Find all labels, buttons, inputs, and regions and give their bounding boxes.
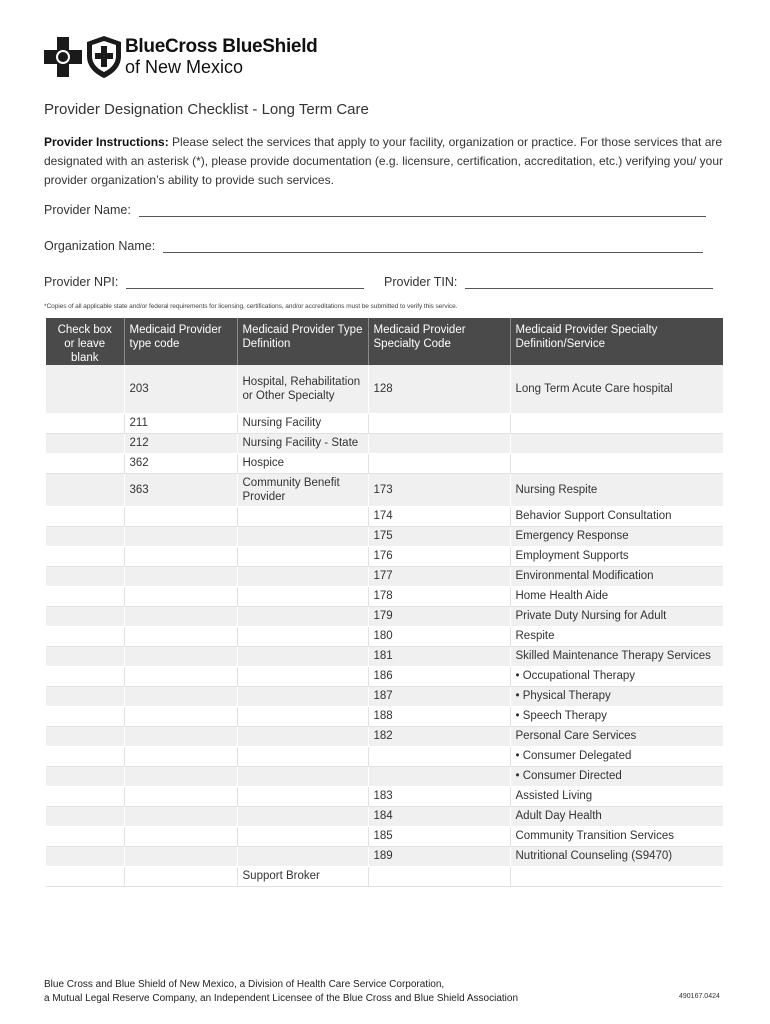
cell-specialty-code bbox=[368, 453, 510, 473]
cell-specialty-code: 177 bbox=[368, 566, 510, 586]
organization-name-input[interactable] bbox=[163, 239, 703, 253]
table-row bbox=[46, 566, 723, 586]
cell-specialty-code: 178 bbox=[368, 586, 510, 606]
cell-specialty-code bbox=[368, 746, 510, 766]
cell-specialty-definition: Behavior Support Consultation bbox=[510, 506, 723, 526]
row-checkbox-cell[interactable] bbox=[46, 546, 124, 566]
designation-table bbox=[46, 318, 723, 887]
cell-specialty-definition: Long Term Acute Care hospital bbox=[510, 365, 723, 413]
organization-name-label: Organization Name: bbox=[44, 239, 156, 253]
table-row bbox=[46, 413, 723, 433]
instructions-text: Please select the services that apply to your facility, organization or practice. For those services that are designated with an asterisk (*), please provide documentation (e.g. licensure, certification, accreditation, etc.) verifying you/ your provider organization’s ability to provide such services. bbox=[44, 135, 724, 187]
table-row bbox=[46, 766, 723, 786]
row-checkbox-cell[interactable] bbox=[46, 413, 124, 433]
cell-type-definition bbox=[237, 686, 368, 706]
cell-specialty-code: 182 bbox=[368, 726, 510, 746]
row-checkbox-cell[interactable] bbox=[46, 666, 124, 686]
cell-type-definition bbox=[237, 666, 368, 686]
table-row bbox=[46, 726, 723, 746]
cell-specialty-definition: Assisted Living bbox=[510, 786, 723, 806]
cell-type-definition bbox=[237, 846, 368, 866]
table-row bbox=[46, 586, 723, 606]
table-row bbox=[46, 626, 723, 646]
table-row bbox=[46, 546, 723, 566]
header-type-code: Medicaid Provider type code bbox=[124, 318, 237, 365]
cell-type-definition: Hospital, Rehabilitation or Other Specialty bbox=[237, 365, 368, 413]
row-checkbox-cell[interactable] bbox=[46, 453, 124, 473]
cell-specialty-definition: Personal Care Services bbox=[510, 726, 723, 746]
row-checkbox-cell[interactable] bbox=[46, 766, 124, 786]
cell-type-definition bbox=[237, 706, 368, 726]
cell-type-definition: Nursing Facility - State bbox=[237, 433, 368, 453]
cell-type-code bbox=[124, 526, 237, 546]
row-checkbox-cell[interactable] bbox=[46, 566, 124, 586]
cell-type-code bbox=[124, 686, 237, 706]
cell-specialty-code: 183 bbox=[368, 786, 510, 806]
cell-specialty-definition: Skilled Maintenance Therapy Services bbox=[510, 646, 723, 666]
provider-npi-field bbox=[44, 275, 364, 289]
cell-specialty-definition: Adult Day Health bbox=[510, 806, 723, 826]
cell-specialty-definition: • Consumer Directed bbox=[510, 766, 723, 786]
cell-specialty-code: 128 bbox=[368, 365, 510, 413]
cell-type-definition: Hospice bbox=[237, 453, 368, 473]
header-type-definition: Medicaid Provider Type Definition bbox=[237, 318, 368, 365]
cell-specialty-code: 174 bbox=[368, 506, 510, 526]
provider-npi-label: Provider NPI: bbox=[44, 275, 119, 289]
cell-type-definition bbox=[237, 806, 368, 826]
table-header-row bbox=[46, 318, 723, 365]
cell-type-definition bbox=[237, 826, 368, 846]
row-checkbox-cell[interactable] bbox=[46, 473, 124, 506]
table-row bbox=[46, 846, 723, 866]
brand-name: BlueCross BlueShield bbox=[125, 36, 318, 57]
cell-type-code bbox=[124, 646, 237, 666]
table-row bbox=[46, 473, 723, 506]
cell-type-code bbox=[124, 566, 237, 586]
cell-specialty-code: 181 bbox=[368, 646, 510, 666]
row-checkbox-cell[interactable] bbox=[46, 786, 124, 806]
row-checkbox-cell[interactable] bbox=[46, 806, 124, 826]
table-row bbox=[46, 365, 723, 413]
cell-specialty-definition: Community Transition Services bbox=[510, 826, 723, 846]
cell-type-code: 212 bbox=[124, 433, 237, 453]
cell-type-definition bbox=[237, 586, 368, 606]
cell-type-definition bbox=[237, 746, 368, 766]
table-row bbox=[46, 646, 723, 666]
cell-specialty-definition: Nutritional Counseling (S9470) bbox=[510, 846, 723, 866]
cell-type-code bbox=[124, 546, 237, 566]
row-checkbox-cell[interactable] bbox=[46, 365, 124, 413]
cell-specialty-code: 184 bbox=[368, 806, 510, 826]
row-checkbox-cell[interactable] bbox=[46, 706, 124, 726]
cell-specialty-definition: • Physical Therapy bbox=[510, 686, 723, 706]
cell-type-code: 362 bbox=[124, 453, 237, 473]
cell-specialty-definition: • Occupational Therapy bbox=[510, 666, 723, 686]
table-row bbox=[46, 686, 723, 706]
cell-specialty-definition bbox=[510, 413, 723, 433]
cell-specialty-code: 186 bbox=[368, 666, 510, 686]
cell-type-definition bbox=[237, 766, 368, 786]
cell-specialty-definition: • Speech Therapy bbox=[510, 706, 723, 726]
row-checkbox-cell[interactable] bbox=[46, 686, 124, 706]
table-row bbox=[46, 866, 723, 886]
cell-specialty-code: 180 bbox=[368, 626, 510, 646]
cell-specialty-definition: Environmental Modification bbox=[510, 566, 723, 586]
cell-specialty-definition: Home Health Aide bbox=[510, 586, 723, 606]
cell-specialty-code: 175 bbox=[368, 526, 510, 546]
cell-specialty-definition: Private Duty Nursing for Adult bbox=[510, 606, 723, 626]
cell-type-code bbox=[124, 586, 237, 606]
cell-type-code: 363 bbox=[124, 473, 237, 506]
row-checkbox-cell[interactable] bbox=[46, 846, 124, 866]
brand-region: of New Mexico bbox=[125, 57, 244, 77]
cell-type-definition bbox=[237, 726, 368, 746]
cell-specialty-code: 173 bbox=[368, 473, 510, 506]
row-checkbox-cell[interactable] bbox=[46, 586, 124, 606]
page-title: Provider Designation Checklist - Long Term Care bbox=[44, 101, 369, 118]
cell-specialty-definition: Respite bbox=[510, 626, 723, 646]
row-checkbox-cell[interactable] bbox=[46, 433, 124, 453]
cell-type-definition bbox=[237, 646, 368, 666]
cell-specialty-code bbox=[368, 413, 510, 433]
cell-type-code bbox=[124, 746, 237, 766]
provider-name-field bbox=[44, 203, 706, 217]
table-row bbox=[46, 606, 723, 626]
table-row bbox=[46, 453, 723, 473]
provider-name-input[interactable] bbox=[139, 203, 706, 217]
cell-specialty-code: 187 bbox=[368, 686, 510, 706]
provider-tin-label: Provider TIN: bbox=[384, 275, 458, 289]
row-checkbox-cell[interactable] bbox=[46, 606, 124, 626]
footer-line-2: a Mutual Legal Reserve Company, an Independent Licensee of the Blue Cross and Blue Shield Association bbox=[44, 993, 519, 1004]
header-check: Check box or leave blank bbox=[46, 318, 124, 365]
footer-line-1: Blue Cross and Blue Shield of New Mexico, a Division of Health Care Service Corporation, bbox=[44, 979, 445, 990]
table-row bbox=[46, 526, 723, 546]
cell-type-definition bbox=[237, 786, 368, 806]
cell-type-code bbox=[124, 826, 237, 846]
row-checkbox-cell[interactable] bbox=[46, 746, 124, 766]
provider-name-label: Provider Name: bbox=[44, 203, 131, 217]
documentation-note: *Copies of all applicable state and/or federal requirements for licensing, certifications, and/or accreditations must be submitted to verify this service. bbox=[44, 303, 458, 310]
row-checkbox-cell[interactable] bbox=[46, 866, 124, 886]
table-row bbox=[46, 666, 723, 686]
cell-specialty-code: 188 bbox=[368, 706, 510, 726]
cell-specialty-code: 189 bbox=[368, 846, 510, 866]
instructions-label: Provider Instructions: bbox=[44, 135, 169, 149]
cell-type-code bbox=[124, 726, 237, 746]
table-row bbox=[46, 826, 723, 846]
table-row bbox=[46, 506, 723, 526]
cell-type-code bbox=[124, 506, 237, 526]
cell-type-code bbox=[124, 846, 237, 866]
form-code: 490167.0424 bbox=[679, 993, 720, 1000]
table-row bbox=[46, 746, 723, 766]
cell-specialty-definition bbox=[510, 866, 723, 886]
provider-npi-input[interactable] bbox=[126, 275, 364, 289]
row-checkbox-cell[interactable] bbox=[46, 506, 124, 526]
cell-specialty-code: 176 bbox=[368, 546, 510, 566]
cell-specialty-definition: Nursing Respite bbox=[510, 473, 723, 506]
cell-specialty-code: 185 bbox=[368, 826, 510, 846]
table-row bbox=[46, 706, 723, 726]
cell-specialty-code bbox=[368, 433, 510, 453]
cell-type-code bbox=[124, 666, 237, 686]
blue-shield-icon bbox=[87, 36, 121, 78]
cell-type-definition: Community Benefit Provider bbox=[237, 473, 368, 506]
cell-type-code: 203 bbox=[124, 365, 237, 413]
table-row bbox=[46, 433, 723, 453]
cell-type-definition bbox=[237, 526, 368, 546]
table-row bbox=[46, 786, 723, 806]
provider-tin-input[interactable] bbox=[465, 275, 713, 289]
cell-type-code bbox=[124, 766, 237, 786]
provider-instructions bbox=[44, 133, 734, 190]
cell-type-definition: Support Broker bbox=[237, 866, 368, 886]
footer-text bbox=[44, 978, 518, 1006]
cell-type-code bbox=[124, 626, 237, 646]
bcbs-logo bbox=[44, 35, 344, 79]
cell-type-definition bbox=[237, 546, 368, 566]
blue-cross-icon bbox=[44, 37, 82, 77]
header-specialty-definition: Medicaid Provider Specialty Definition/Service bbox=[510, 318, 723, 365]
row-checkbox-cell[interactable] bbox=[46, 726, 124, 746]
cell-type-definition bbox=[237, 506, 368, 526]
cell-specialty-code bbox=[368, 866, 510, 886]
row-checkbox-cell[interactable] bbox=[46, 526, 124, 546]
cell-type-code bbox=[124, 786, 237, 806]
cell-specialty-definition bbox=[510, 433, 723, 453]
cell-type-definition: Nursing Facility bbox=[237, 413, 368, 433]
cell-type-code bbox=[124, 866, 237, 886]
row-checkbox-cell[interactable] bbox=[46, 826, 124, 846]
provider-tin-field bbox=[384, 275, 713, 289]
row-checkbox-cell[interactable] bbox=[46, 646, 124, 666]
cell-specialty-definition: Emergency Response bbox=[510, 526, 723, 546]
header-specialty-code: Medicaid Provider Specialty Code bbox=[368, 318, 510, 365]
row-checkbox-cell[interactable] bbox=[46, 626, 124, 646]
cell-specialty-definition bbox=[510, 453, 723, 473]
cell-type-code bbox=[124, 806, 237, 826]
cell-type-code bbox=[124, 606, 237, 626]
organization-name-field bbox=[44, 239, 703, 253]
cell-type-code bbox=[124, 706, 237, 726]
cell-type-definition bbox=[237, 566, 368, 586]
cell-specialty-definition: Employment Supports bbox=[510, 546, 723, 566]
cell-specialty-definition: • Consumer Delegated bbox=[510, 746, 723, 766]
cell-type-code: 211 bbox=[124, 413, 237, 433]
cell-specialty-code: 179 bbox=[368, 606, 510, 626]
cell-specialty-code bbox=[368, 766, 510, 786]
cell-type-definition bbox=[237, 626, 368, 646]
cell-type-definition bbox=[237, 606, 368, 626]
table-row bbox=[46, 806, 723, 826]
